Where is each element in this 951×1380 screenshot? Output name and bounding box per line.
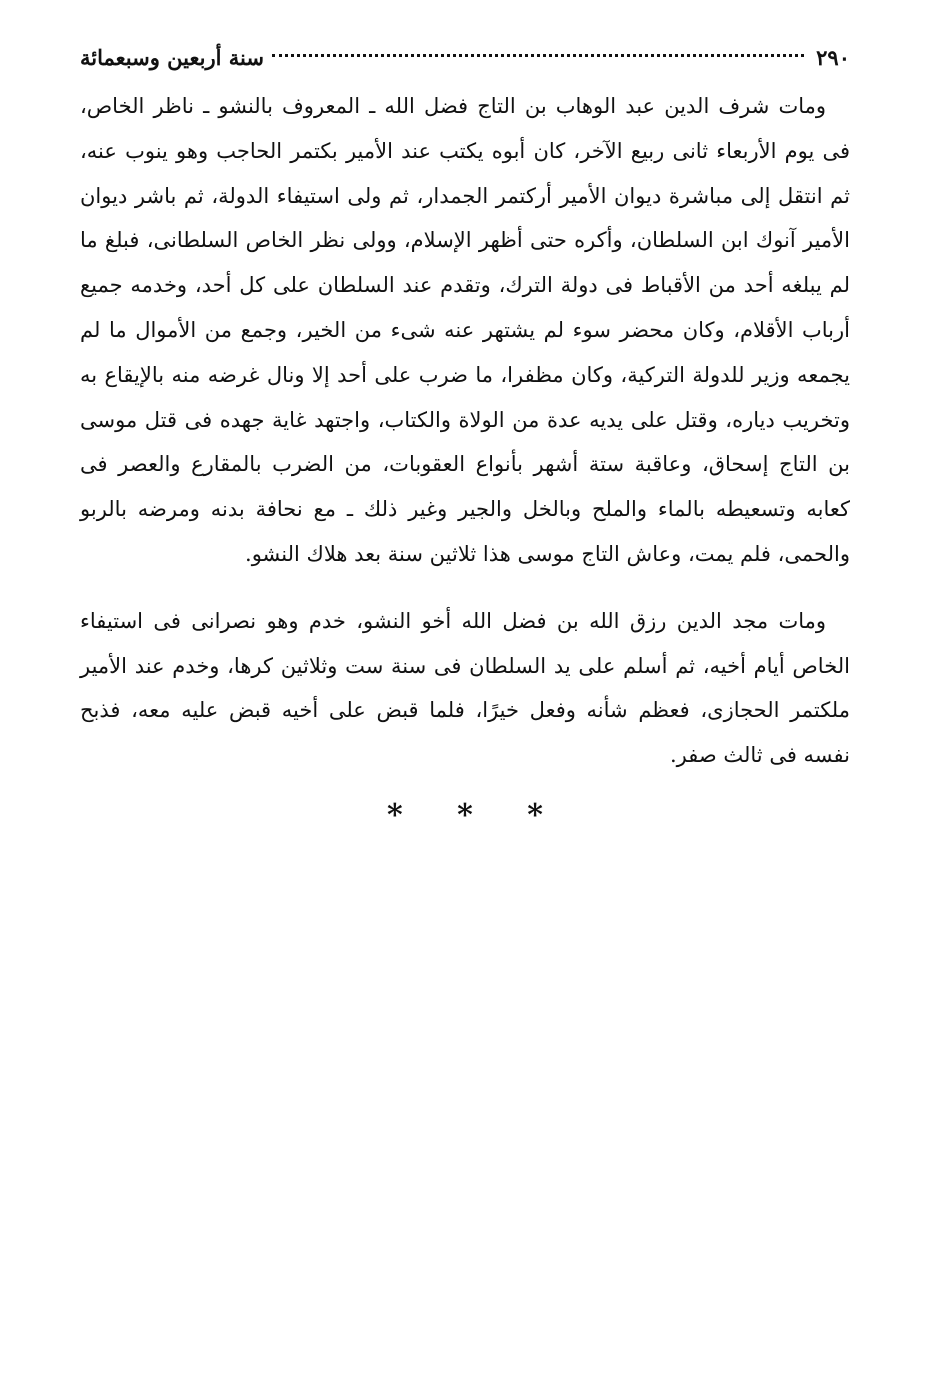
page-header xyxy=(80,38,850,78)
paragraph-death-of-sharaf-al-din: ومات شرف الدين عبد الوهاب بن التاج فضل الله ـ المعروف بالنشو ـ ناظر الخاص، فى يوم الأربعاء ثانى ربيع الآخر، كان أبوه يكتب عند الأمير بكتمر الحاجب وهو ينوب عنه، ثم انتقل إلى مباشرة ديوان الأمير أركتمر الجمدار، ثم ولى استيفاء الدولة، ثم باشر ديوان الأمير آنوك ابن السلطان، وأكره حتى أظهر الإسلام، وولى نظر الخاص السلطانى، فبلغ ما لم يبلغه أحد من الأقباط فى دولة الترك، وتقدم عند السلطان على كل أحد، وخدمه جميع أرباب الأقلام، وكان محضر سوء لم يشتهر عنه شىء من الخير، وجمع من الأموال ما لم يجمعه وزير للدولة التركية، وكان مظفرا، ما ضرب على أحد إلا ونال غرضه منه بالإيقاع به وتخريب دياره، وقتل على يديه عدة من الولاة والكتاب، واجتهد غاية جهده فى قتل موسى بن التاج إسحاق، وعاقبة ستة أشهر بأنواع العقوبات، من الضرب بالمقارع والعصر فى كعابه وتسعيطه بالماء والملح وبالخل والجير وغير ذلك ـ مع نحافة بدنه ومرضه بالربو والحمى، فلم يمت، وعاش التاج موسى هذا ثلاثين سنة بعد هلاك النشو. xyxy=(80,94,851,566)
dotted-leader xyxy=(272,54,804,57)
running-head: سنة أربعين وسبعمائة xyxy=(80,45,264,70)
section-separator: * * * xyxy=(387,797,565,833)
document-page xyxy=(80,38,850,833)
page-number: ٢٩٠ xyxy=(816,45,850,70)
paragraph-death-of-majd-al-din: ومات مجد الدين رزق الله بن فضل الله أخو النشو، خدم وهو نصرانى فى استيفاء الخاص أيام أخيه، ثم أسلم على يد السلطان فى سنة ست وثلاثين كرها، وخدم عند الأمير ملكتمر الحجازى، فعظم شأنه وفعل خيرًا، فلما قبض على أخيه قبض عليه معه، فذبح نفسه فى ثالث صفر. xyxy=(80,608,850,768)
